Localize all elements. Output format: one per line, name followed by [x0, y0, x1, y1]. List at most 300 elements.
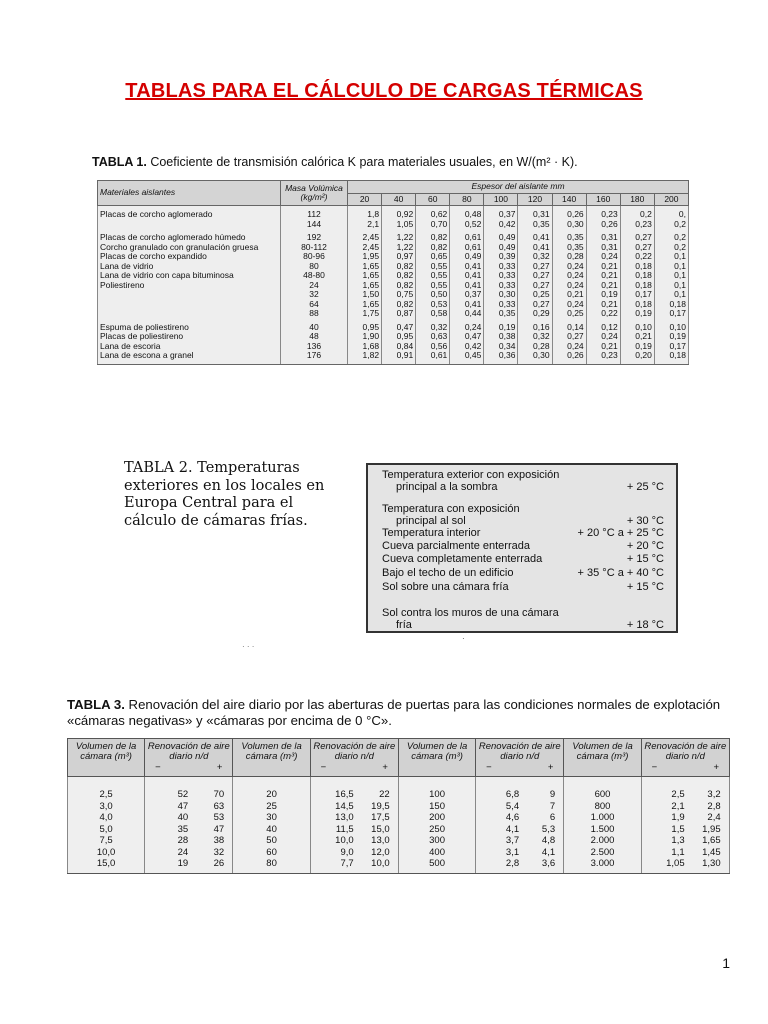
volume-value: 100	[398, 777, 475, 801]
table-row	[68, 835, 730, 847]
k-value: 0,16	[518, 319, 552, 333]
renewal-minus: 1,3	[671, 835, 685, 846]
k-value: 0,61	[450, 229, 484, 243]
table2-label: Cueva completamente enterrada	[382, 553, 543, 565]
k-value: 0,31	[518, 206, 552, 220]
renewal-plus: 1,65	[702, 835, 721, 846]
k-value: 0,17	[654, 342, 688, 352]
table3-header-volume: Volumen de la cámara (m³)	[564, 739, 641, 777]
k-value: 0,2	[620, 206, 654, 220]
table2-value: + 25 °C	[626, 481, 664, 493]
volume-value: 150	[398, 801, 475, 813]
volume-value: 200	[398, 812, 475, 824]
k-value: 0,24	[552, 300, 586, 310]
table1-thickness-80: 80	[450, 193, 484, 206]
k-value: 0,61	[416, 351, 450, 364]
renewal-minus: 2,5	[671, 789, 685, 800]
k-value: 1,65	[348, 300, 382, 310]
renewal-plus: 70	[213, 789, 225, 800]
k-value: 0,91	[382, 351, 416, 364]
renewal-pair	[145, 858, 233, 873]
renewal-minus: 47	[177, 800, 189, 812]
k-value: 1,68	[348, 342, 382, 352]
k-value: 0,25	[518, 290, 552, 300]
mass-value: 48	[281, 332, 348, 342]
table2-caption: TABLA 2. Temperaturas exteriores en los locales en Europa Central para el cálculo de cámaras frías.	[124, 460, 325, 529]
renewal-pair	[145, 801, 233, 813]
table2-label-cont: principal al sol	[396, 515, 466, 527]
table2-label: Temperatura exterior con exposición	[382, 469, 560, 481]
table2-value: + 15 °C	[626, 581, 664, 593]
table2-box	[366, 463, 678, 633]
volume-value: 800	[564, 801, 641, 813]
k-value: 0,84	[382, 342, 416, 352]
renewal-minus: 5,4	[505, 800, 520, 812]
table3	[67, 738, 730, 874]
renewal-minus: 24	[177, 846, 189, 858]
k-value: 0,21	[586, 300, 620, 310]
stray-mark: ·	[462, 634, 465, 643]
material-name: Placas de corcho expandido	[98, 252, 281, 262]
k-value: 2,45	[348, 243, 382, 253]
renewal-plus: 19,5	[371, 800, 390, 812]
k-value: 0,37	[450, 290, 484, 300]
volume-value: 60	[233, 847, 310, 859]
table-row	[98, 309, 689, 319]
renewal-plus: 5,3	[541, 823, 556, 835]
renewal-minus: 1,5	[671, 823, 685, 835]
table2-value: + 18 °C	[626, 619, 664, 631]
renewal-minus: 19	[177, 858, 189, 869]
k-value: 0,18	[620, 271, 654, 281]
renewal-plus: 3,2	[707, 789, 721, 800]
renewal-pair	[476, 847, 564, 859]
k-value: 0,49	[484, 229, 518, 243]
volume-value: 500	[398, 858, 475, 873]
table1-thickness-200: 200	[654, 193, 688, 206]
table2-value: + 20 °C	[626, 540, 664, 552]
renewal-pair	[310, 858, 398, 873]
renewal-pair	[641, 812, 729, 824]
material-name: Placas de corcho aglomerado húmedo	[98, 229, 281, 243]
k-value: 0,28	[552, 252, 586, 262]
table3-caption-text: Renovación del aire diario por las aberturas de puertas para las condiciones normales de explotación «cámaras negativas» y «cámaras por encima de 0 °C».	[67, 697, 721, 728]
k-value: 0,27	[518, 262, 552, 272]
table2-label: Cueva parcialmente enterrada	[382, 540, 530, 552]
renewal-pair	[145, 812, 233, 824]
table-row	[68, 824, 730, 836]
k-value: 0,44	[450, 309, 484, 319]
table1-caption-text: Coeficiente de transmisión calórica K para materiales usuales, en W/(m² · K).	[146, 155, 578, 169]
k-value: 0,47	[450, 332, 484, 342]
renewal-pair	[310, 812, 398, 824]
renewal-plus: 10,0	[371, 858, 390, 869]
k-value: 0,24	[552, 342, 586, 352]
table-row	[98, 319, 689, 333]
renewal-pair	[641, 777, 729, 801]
table1-header-mass: Masa Volúmica (kg/m²)	[281, 181, 348, 206]
k-value: 0,82	[382, 271, 416, 281]
k-value: 0,50	[416, 290, 450, 300]
renewal-plus: 2,8	[707, 800, 721, 812]
table-row	[98, 290, 689, 300]
renewal-plus: 12,0	[371, 846, 390, 858]
k-value: 0,27	[620, 243, 654, 253]
k-value: 0,21	[586, 271, 620, 281]
renewal-minus: 52	[177, 789, 189, 800]
renewal-minus: 2,1	[671, 800, 685, 812]
k-value: 0,18	[654, 300, 688, 310]
page-title: TABLAS PARA EL CÁLCULO DE CARGAS TÉRMICAS	[125, 80, 643, 102]
k-value: 0,35	[552, 229, 586, 243]
table3-header-renewal	[145, 739, 233, 777]
table3-header-volume: Volumen de la cámara (m³)	[68, 739, 145, 777]
minus-sign: −	[155, 762, 161, 773]
k-value: 0,70	[416, 220, 450, 230]
k-value: 0,24	[450, 319, 484, 333]
k-value: 0,92	[382, 206, 416, 220]
volume-value: 15,0	[68, 858, 145, 873]
table3-header-renewal-label: Renovación de aire diario n/d	[147, 741, 230, 762]
renewal-plus: 63	[213, 800, 225, 812]
k-value: 0,82	[416, 229, 450, 243]
k-value: 0,27	[620, 229, 654, 243]
k-value: 1,95	[348, 252, 382, 262]
table1-thickness-120: 120	[518, 193, 552, 206]
material-name	[98, 309, 281, 319]
k-value: 0,32	[518, 332, 552, 342]
volume-value: 7,5	[68, 835, 145, 847]
k-value: 0,31	[586, 229, 620, 243]
k-value: 0,2	[654, 220, 688, 230]
table2-value: + 20 °C a + 25 °C	[577, 527, 664, 539]
k-value: 0,21	[586, 281, 620, 291]
k-value: 1,22	[382, 229, 416, 243]
renewal-plus: 4,1	[541, 846, 556, 858]
renewal-pair	[145, 777, 233, 801]
volume-value: 1.500	[564, 824, 641, 836]
k-value: 0,24	[586, 252, 620, 262]
k-value: 0,17	[620, 290, 654, 300]
volume-value: 300	[398, 835, 475, 847]
k-value: 0,56	[416, 342, 450, 352]
k-value: 0,23	[620, 220, 654, 230]
volume-value: 2,5	[68, 777, 145, 801]
k-value: 0,19	[484, 319, 518, 333]
renewal-plus: 9	[549, 789, 556, 800]
table3-body	[68, 777, 730, 874]
k-value: 0,26	[552, 206, 586, 220]
table2-label-cont: principal a la sombra	[396, 481, 498, 493]
table3-header-volume: Volumen de la cámara (m³)	[233, 739, 310, 777]
renewal-minus: 3,7	[505, 835, 520, 846]
k-value: 0,32	[518, 252, 552, 262]
mass-value: 40	[281, 319, 348, 333]
renewal-pair	[476, 812, 564, 824]
renewal-pair	[310, 835, 398, 847]
plus-sign: +	[547, 762, 554, 773]
volume-value: 10,0	[68, 847, 145, 859]
mass-value: 80-96	[281, 252, 348, 262]
material-name: Poliestireno	[98, 281, 281, 291]
k-value: 0,33	[484, 271, 518, 281]
renewal-plus: 38	[213, 835, 225, 846]
volume-value: 250	[398, 824, 475, 836]
table-row	[68, 847, 730, 859]
renewal-minus: 10,0	[335, 835, 354, 846]
table1-thickness-100: 100	[484, 193, 518, 206]
k-value: 0,58	[416, 309, 450, 319]
table3-header-renewal-label: Renovación de aire diario n/d	[644, 741, 727, 762]
renewal-minus: 4,6	[505, 812, 520, 823]
plus-sign: +	[713, 762, 719, 773]
k-value: 0,82	[382, 300, 416, 310]
k-value: 1,05	[382, 220, 416, 230]
material-name: Lana de vidrio con capa bituminosa	[98, 271, 281, 281]
volume-value: 80	[233, 858, 310, 873]
k-value: 0,19	[586, 290, 620, 300]
material-name: Espuma de poliestireno	[98, 319, 281, 333]
renewal-minus: 1,9	[671, 812, 685, 823]
k-value: 0,97	[382, 252, 416, 262]
k-value: 0,30	[518, 351, 552, 364]
k-value: 0,33	[484, 262, 518, 272]
mass-value: 192	[281, 229, 348, 243]
k-value: 0,55	[416, 262, 450, 272]
k-value: 1,82	[348, 351, 382, 364]
k-value: 0,31	[586, 243, 620, 253]
k-value: 0,30	[552, 220, 586, 230]
mass-value: 80	[281, 262, 348, 272]
renewal-pair	[476, 777, 564, 801]
k-value: 0,28	[518, 342, 552, 352]
k-value: 0,41	[450, 271, 484, 281]
renewal-pair	[476, 824, 564, 836]
k-value: 0,95	[348, 319, 382, 333]
k-value: 0,23	[586, 351, 620, 364]
k-value: 0,41	[450, 281, 484, 291]
k-value: 0,24	[586, 332, 620, 342]
renewal-pair	[310, 801, 398, 813]
plus-sign: +	[216, 762, 223, 773]
table3-caption	[67, 697, 737, 729]
table3-sign-row	[644, 762, 727, 773]
volume-value: 2.000	[564, 835, 641, 847]
table3-header-renewal	[310, 739, 398, 777]
k-value: 0,19	[620, 342, 654, 352]
renewal-pair	[145, 824, 233, 836]
k-value: 2,45	[348, 229, 382, 243]
k-value: 0,1	[654, 252, 688, 262]
volume-value: 5,0	[68, 824, 145, 836]
table-row	[68, 777, 730, 801]
k-value: 1,22	[382, 243, 416, 253]
material-name: Corcho granulado con granulación gruesa	[98, 243, 281, 253]
page-number: 1	[722, 955, 730, 971]
stray-marks: · · ·	[242, 642, 255, 651]
k-value: 0,61	[450, 243, 484, 253]
k-value: 0,21	[552, 290, 586, 300]
minus-sign: −	[320, 762, 327, 773]
k-value: 0,41	[450, 300, 484, 310]
volume-value: 30	[233, 812, 310, 824]
k-value: 0,35	[552, 243, 586, 253]
table-row	[98, 229, 689, 243]
renewal-pair	[476, 801, 564, 813]
material-name: Lana de vidrio	[98, 262, 281, 272]
k-value: 1,75	[348, 309, 382, 319]
renewal-minus: 35	[177, 823, 189, 835]
k-value: 1,8	[348, 206, 382, 220]
renewal-pair	[641, 835, 729, 847]
renewal-pair	[145, 835, 233, 847]
table2-label: Sol contra los muros de una cámara	[382, 607, 559, 619]
k-value: 0,35	[518, 220, 552, 230]
table1-body	[98, 206, 689, 365]
k-value: 0,17	[654, 309, 688, 319]
k-value: 0,29	[518, 309, 552, 319]
table-row	[98, 206, 689, 220]
mass-value: 176	[281, 351, 348, 364]
renewal-pair	[641, 824, 729, 836]
k-value: 0,95	[382, 332, 416, 342]
mass-value: 112	[281, 206, 348, 220]
renewal-pair	[310, 824, 398, 836]
volume-value: 1.000	[564, 812, 641, 824]
table1-caption	[92, 155, 732, 169]
k-value: 0,42	[450, 342, 484, 352]
k-value: 0,1	[654, 262, 688, 272]
k-value: 0,27	[518, 300, 552, 310]
k-value: 2,1	[348, 220, 382, 230]
material-name	[98, 220, 281, 230]
table2-label-cont: fría	[396, 619, 412, 631]
renewal-minus: 9,0	[340, 846, 354, 858]
k-value: 0,33	[484, 281, 518, 291]
table1-thickness-180: 180	[620, 193, 654, 206]
k-value: 0,2	[654, 229, 688, 243]
volume-value: 400	[398, 847, 475, 859]
table-row	[98, 271, 689, 281]
table3-header-row	[68, 739, 730, 777]
renewal-minus: 14,5	[335, 800, 354, 812]
table3-sign-row	[313, 762, 396, 773]
renewal-plus: 1,30	[702, 858, 721, 869]
table1-thickness-140: 140	[552, 193, 586, 206]
volume-value: 4,0	[68, 812, 145, 824]
renewal-minus: 11,5	[335, 823, 354, 835]
renewal-plus: 32	[213, 846, 225, 858]
volume-value: 3,0	[68, 801, 145, 813]
table-row	[98, 252, 689, 262]
k-value: 0,38	[484, 332, 518, 342]
k-value: 0,10	[620, 319, 654, 333]
k-value: 0,22	[620, 252, 654, 262]
k-value: 0,18	[654, 351, 688, 364]
table1-thickness-20: 20	[348, 193, 382, 206]
k-value: 0,35	[484, 309, 518, 319]
k-value: 0,10	[654, 319, 688, 333]
material-name: Lana de escoria	[98, 342, 281, 352]
renewal-plus: 26	[213, 858, 225, 869]
k-value: 0,63	[416, 332, 450, 342]
renewal-pair	[476, 835, 564, 847]
k-value: 0,49	[450, 252, 484, 262]
k-value: 0,26	[552, 351, 586, 364]
mass-value: 88	[281, 309, 348, 319]
k-value: 0,19	[620, 309, 654, 319]
k-value: 1,65	[348, 262, 382, 272]
table-row	[68, 812, 730, 824]
table-row	[98, 300, 689, 310]
table2-value: + 30 °C	[626, 515, 664, 527]
renewal-plus: 4,8	[541, 835, 556, 846]
k-value: 0,18	[620, 262, 654, 272]
renewal-minus: 28	[177, 835, 189, 846]
k-value: 0,48	[450, 206, 484, 220]
renewal-plus: 1,95	[702, 823, 721, 835]
table2-label: Temperatura con exposición	[382, 503, 520, 515]
mass-value: 24	[281, 281, 348, 291]
plus-sign: +	[382, 762, 388, 773]
renewal-pair	[641, 847, 729, 859]
table2-value: + 35 °C a + 40 °C	[577, 567, 664, 579]
k-value: 0,27	[518, 271, 552, 281]
renewal-pair	[641, 858, 729, 873]
k-value: 0,75	[382, 290, 416, 300]
k-value: 0,23	[586, 206, 620, 220]
k-value: 0,39	[484, 252, 518, 262]
renewal-plus: 7	[549, 800, 556, 812]
renewal-minus: 13,0	[335, 812, 354, 823]
renewal-pair	[641, 801, 729, 813]
table3-sign-row	[478, 762, 561, 773]
k-value: 0,45	[450, 351, 484, 364]
k-value: 0,2	[654, 243, 688, 253]
k-value: 0,53	[416, 300, 450, 310]
volume-value: 50	[233, 835, 310, 847]
renewal-plus: 53	[213, 812, 225, 823]
k-value: 0,21	[586, 262, 620, 272]
k-value: 0,41	[518, 243, 552, 253]
material-name	[98, 290, 281, 300]
k-value: 1,50	[348, 290, 382, 300]
k-value: 0,55	[416, 271, 450, 281]
renewal-minus: 3,1	[505, 846, 520, 858]
table3-header-renewal-label: Renovación de aire diario n/d	[478, 741, 561, 762]
table-row	[98, 351, 689, 364]
k-value: 0,62	[416, 206, 450, 220]
k-value: 0,52	[450, 220, 484, 230]
k-value: 0,14	[552, 319, 586, 333]
k-value: 0,82	[382, 262, 416, 272]
volume-value: 2.500	[564, 847, 641, 859]
k-value: 0,24	[552, 271, 586, 281]
renewal-minus: 1,1	[671, 846, 685, 858]
table1-header-material: Materiales aislantes	[98, 181, 281, 206]
table2-value: + 15 °C	[626, 553, 664, 565]
renewal-pair	[476, 858, 564, 873]
table1-caption-label: TABLA 1.	[92, 155, 147, 169]
k-value: 0,82	[416, 243, 450, 253]
renewal-pair	[310, 777, 398, 801]
mass-value: 136	[281, 342, 348, 352]
k-value: 0,41	[518, 229, 552, 243]
renewal-minus: 1,05	[666, 858, 685, 869]
material-name	[98, 300, 281, 310]
k-value: 1,90	[348, 332, 382, 342]
k-value: 0,87	[382, 309, 416, 319]
